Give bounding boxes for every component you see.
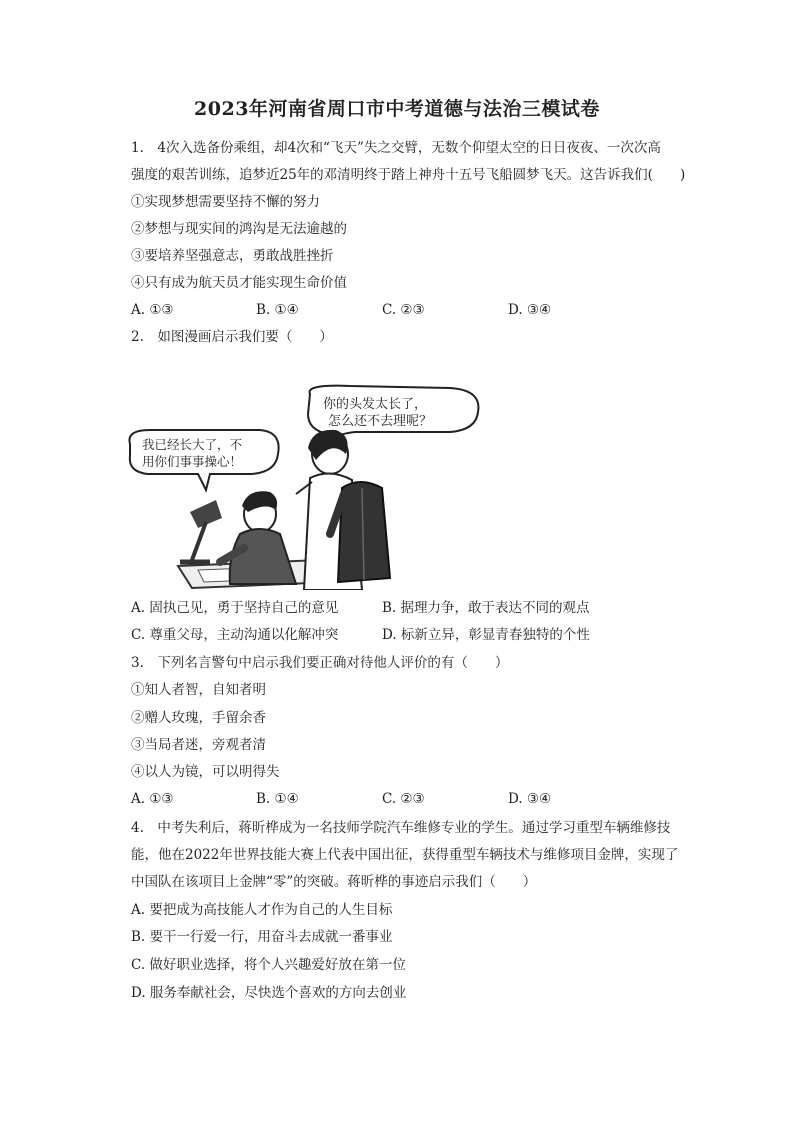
q1-option-b: B. ①④ <box>256 302 299 318</box>
q3-option-a: A. ①③ <box>131 791 174 807</box>
q3-item-2: ②赠人玫瑰，手留余香 <box>131 710 266 726</box>
bubble-mother-line-2: 怎么还不去理呢？ <box>328 414 433 429</box>
q1-option-c: C. ②③ <box>382 302 425 318</box>
q2-option-a: A. 固执己见，勇于坚持自己的意见 <box>131 600 339 616</box>
cartoon-illustration <box>120 384 490 590</box>
q1-option-a: A. ①③ <box>131 302 174 318</box>
q4-option-a: A. 要把成为高技能人才作为自己的人生目标 <box>131 902 393 918</box>
q4-stem-line-2: 能，他在2022年世界技能大赛上代表中国出征，获得重型车辆技术与维修项目金牌，实现了 <box>131 847 679 863</box>
bubble-mother-line-1: 你的头发太长了， <box>323 397 428 412</box>
q2-option-b: B. 据理力争，敢于表达不同的观点 <box>382 600 590 616</box>
bubble-son-line-1: 我已经长大了，不 <box>142 437 243 452</box>
speech-bubble-son <box>129 430 278 490</box>
q1-stem-line-2: 强度的艰苦训练，追梦近25年的邓清明终于踏上神舟十五号飞船圆梦飞天。这告诉我们( ) <box>131 167 686 183</box>
q3-option-b: B. ①④ <box>256 791 299 807</box>
q4-stem-line-3: 中国队在该项目上金牌“零”的突破。蒋昕桦的事迹启示我们（ ） <box>131 874 537 890</box>
q1-item-3: ③要培养坚强意志，勇敢战胜挫折 <box>131 248 334 264</box>
q1-item-2: ②梦想与现实间的鸿沟是无法逾越的 <box>131 221 347 237</box>
q1-stem-line-1: 1. 4次入选备份乘组，却4次和“飞天”失之交臂，无数个仰望太空的日日夜夜、一次次高 <box>131 140 661 156</box>
q2-stem: 2. 如图漫画启示我们要（ ） <box>131 329 333 345</box>
q3-stem: 3. 下列名言警句中启示我们要正确对待他人评价的有（ ） <box>131 655 509 671</box>
q3-item-4: ④以人为镜，可以明得失 <box>131 764 280 780</box>
boy-figure-icon <box>220 491 296 584</box>
q3-item-1: ①知人者智，自知者明 <box>131 682 266 698</box>
page-title: 2023年河南省周口市中考道德与法治三模试卷 <box>194 98 600 120</box>
q4-option-c: C. 做好职业选择，将个人兴趣爱好放在第一位 <box>131 957 406 973</box>
q4-option-d: D. 服务奉献社会，尽快选个喜欢的方向去创业 <box>131 985 407 1001</box>
desk-lamp-icon <box>180 500 222 562</box>
q3-item-3: ③当局者迷，旁观者清 <box>131 737 266 753</box>
q1-option-d: D. ③④ <box>508 302 552 318</box>
q2-option-c: C. 尊重父母，主动沟通以化解冲突 <box>131 627 339 643</box>
q4-option-b: B. 要干一行爱一行，用奋斗去成就一番事业 <box>131 929 393 945</box>
q1-item-1: ①实现梦想需要坚持不懈的努力 <box>131 194 320 210</box>
q2-option-d: D. 标新立异，彰显青春独特的个性 <box>382 627 590 643</box>
q1-item-4: ④只有成为航天员才能实现生命价值 <box>131 275 347 291</box>
q3-option-d: D. ③④ <box>508 791 552 807</box>
bubble-son-line-2: 用你们事事操心！ <box>142 454 243 469</box>
q3-option-c: C. ②③ <box>382 791 425 807</box>
q4-stem-line-1: 4. 中考失利后，蒋昕桦成为一名技师学院汽车维修专业的学生。通过学习重型车辆维修技 <box>131 820 671 836</box>
